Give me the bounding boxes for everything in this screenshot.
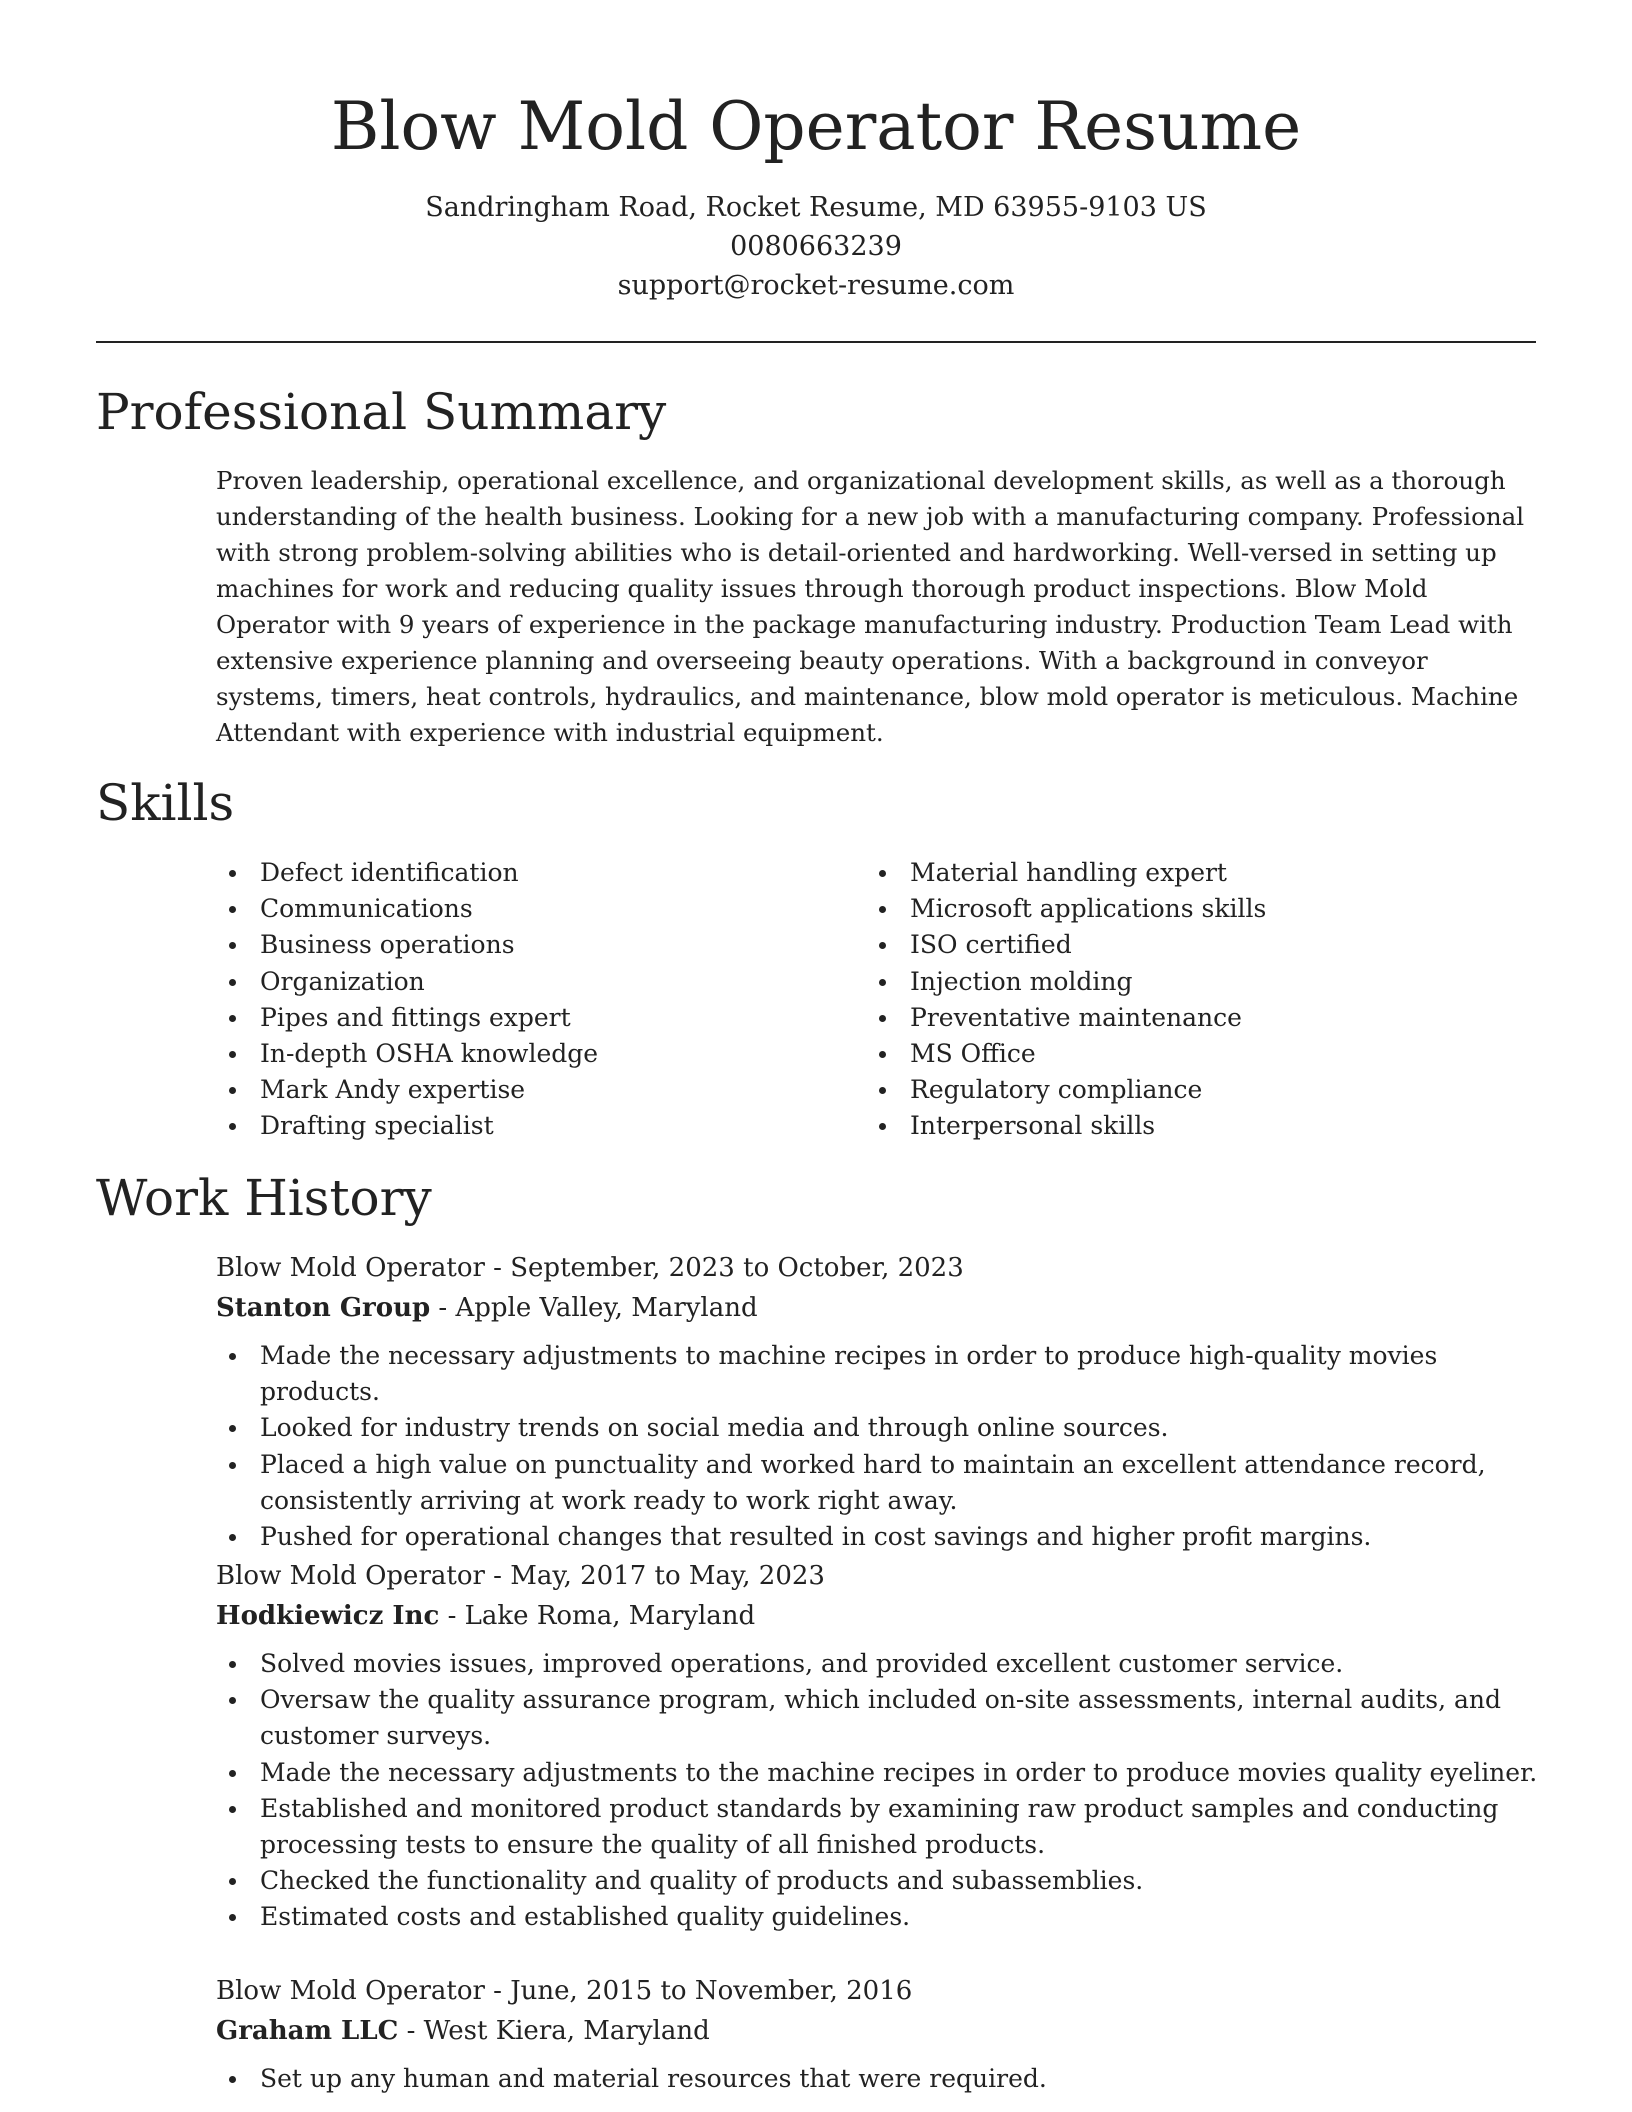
- job-location: - West Kiera, Maryland: [398, 2016, 710, 2046]
- summary-text: Proven leadership, operational excellence, and organizational development skills, as well as a thorough understanding of the health business. Looking for a new job with a manufacturing company. Professional with strong problem-solving abilities who is detail-oriented and hardworking. Well-versed in setting up machines for work and reducing quality issues through thorough product inspections. Blow Mold Operator with 9 years of experience in the package manufacturing industry. Production Team Lead with extensive experience planning and overseeing beauty operations. With a background in conveyor systems, timers, heat controls, hydraulics, and maintenance, blow mold operator is meticulous. Machine Attendant with experience with industrial equipment.: [216, 466, 1525, 747]
- job-company-line: [216, 1288, 1546, 1328]
- job-duty: Made the necessary adjustments to the machine recipes in order to produce movies quality eyeliner.: [216, 1755, 1546, 1791]
- job-role: Blow Mold Operator: [216, 1253, 485, 1283]
- skill-item: MS Office: [866, 1036, 1526, 1072]
- skill-item: Interpersonal skills: [866, 1108, 1526, 1144]
- skills-list-left: [216, 855, 816, 1145]
- job-duty: Oversaw the quality assurance program, which included on-site assessments, internal audits, and customer surveys.: [216, 1682, 1546, 1754]
- job-dates: - May, 2017 to May, 2023: [484, 1561, 825, 1591]
- job-company: Graham LLC: [216, 2016, 399, 2046]
- job-duty: Set up any human and material resources that were required.: [216, 2061, 1546, 2097]
- skill-item: Microsoft applications skills: [866, 891, 1526, 927]
- job-entry: [216, 1556, 1546, 1936]
- job-title-line: [216, 1556, 1546, 1596]
- contact-email: support@rocket-resume.com: [617, 270, 1015, 301]
- job-duties-list: [216, 2061, 1546, 2097]
- skill-item: In-depth OSHA knowledge: [216, 1036, 816, 1072]
- skill-item: Organization: [216, 964, 816, 1000]
- job-duty: Pushed for operational changes that resulted in cost savings and higher profit margins.: [216, 1519, 1546, 1555]
- job-location: - Lake Roma, Maryland: [439, 1601, 756, 1631]
- job-company: Hodkiewicz Inc: [216, 1601, 440, 1631]
- job-dates: - September, 2023 to October, 2023: [484, 1253, 964, 1283]
- resume-header: [0, 0, 1632, 305]
- skill-item: Communications: [216, 891, 816, 927]
- job-company-line: [216, 2011, 1546, 2051]
- skills-heading: Skills: [96, 774, 235, 832]
- skill-item: Injection molding: [866, 964, 1526, 1000]
- job-entry: [216, 1971, 1546, 2097]
- skill-item: Defect identification: [216, 855, 816, 891]
- job-duty: Solved movies issues, improved operations, and provided excellent customer service.: [216, 1646, 1546, 1682]
- job-duty: Established and monitored product standards by examining raw product samples and conducting processing tests to ensure the quality of all finished products.: [216, 1791, 1546, 1863]
- job-duty: Placed a high value on punctuality and worked hard to maintain an excellent attendance record, consistently arriving at work ready to work right away.: [216, 1447, 1546, 1519]
- skill-item: Business operations: [216, 927, 816, 963]
- job-title-line: [216, 1971, 1546, 2011]
- skill-item: Pipes and fittings expert: [216, 1000, 816, 1036]
- skill-item: Preventative maintenance: [866, 1000, 1526, 1036]
- job-role: Blow Mold Operator: [216, 1976, 485, 2006]
- contact-address: Sandringham Road, Rocket Resume, MD 63955-9103 US: [425, 192, 1207, 223]
- job-entry: [216, 1248, 1546, 1555]
- skill-item: Mark Andy expertise: [216, 1072, 816, 1108]
- summary-heading: Professional Summary: [96, 383, 667, 441]
- job-duty: Made the necessary adjustments to machine recipes in order to produce high-quality movies products.: [216, 1338, 1546, 1410]
- job-duties-list: [216, 1646, 1546, 1936]
- job-duty: Checked the functionality and quality of products and subassemblies.: [216, 1863, 1546, 1899]
- skill-item: ISO certified: [866, 927, 1526, 963]
- job-company-line: [216, 1596, 1546, 1636]
- work-history-heading: Work History: [96, 1169, 432, 1227]
- contact-block: [0, 188, 1632, 305]
- job-dates: - June, 2015 to November, 2016: [484, 1976, 913, 2006]
- resume-title: Blow Mold Operator Resume: [330, 88, 1302, 165]
- job-duty: Estimated costs and established quality guidelines.: [216, 1899, 1546, 1935]
- contact-phone: 0080663239: [730, 231, 902, 262]
- job-duty: Looked for industry trends on social media and through online sources.: [216, 1410, 1546, 1446]
- skill-item: Drafting specialist: [216, 1108, 816, 1144]
- skills-list-right: [866, 855, 1526, 1145]
- job-company: Stanton Group: [216, 1293, 431, 1323]
- job-location: - Apple Valley, Maryland: [430, 1293, 758, 1323]
- job-title-line: [216, 1248, 1546, 1288]
- skill-item: Material handling expert: [866, 855, 1526, 891]
- skill-item: Regulatory compliance: [866, 1072, 1526, 1108]
- job-duties-list: [216, 1338, 1546, 1555]
- header-divider: [96, 341, 1536, 343]
- job-role: Blow Mold Operator: [216, 1561, 485, 1591]
